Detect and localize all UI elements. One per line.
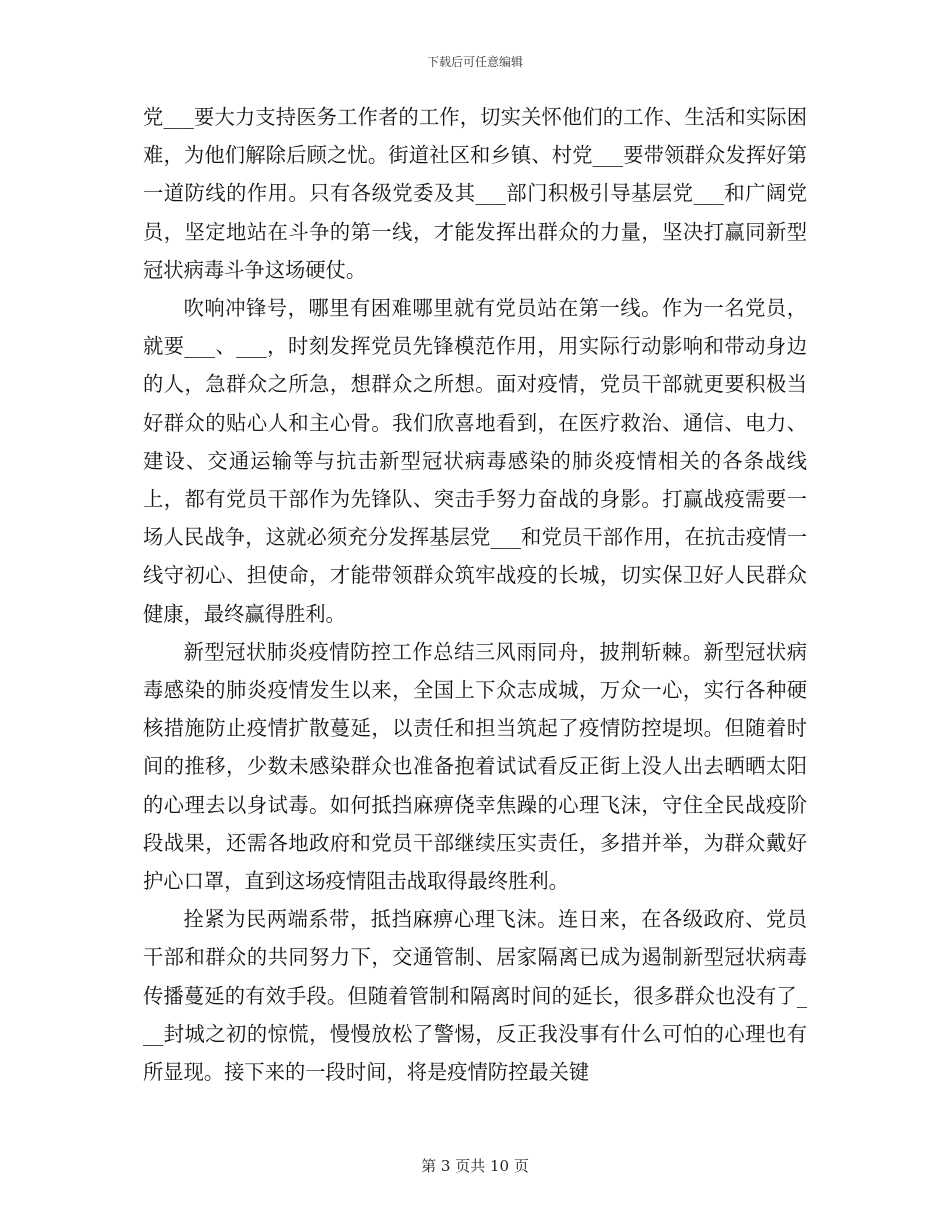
page-number: 第 3 页共 10 页 xyxy=(421,1157,529,1175)
paragraph: 吹响冲锋号，哪里有困难哪里就有党员站在第一线。作为一名党员，就要___、___，时刻发挥党员先锋模范作用，用实际行动影响和带动身边的人，急群众之所急，想群众之所想。面对疫情，党员干部就更要积极当好群众的贴心人和主心骨。我们欣喜地看到，在医疗救治、通信、电力、建设、交通运输等与抗击新型冠状病毒感染的肺炎疫情相关的各条战线上，都有党员干部作为先锋队、突击手努力奋战的身影。打赢战疫需要一场人民战争，这就必须充分发挥基层党___和党员干部作用，在抗击疫情一线守初心、担使命，才能带领群众筑牢战疫的长城，切实保卫好人民群众健康，最终赢得胜利。 xyxy=(143,296,807,626)
paragraph: 党___要大力支持医务工作者的工作，切实关怀他们的工作、生活和实际困难，为他们解除后顾之忧。街道社区和乡镇、村党___要带领群众发挥好第一道防线的作用。只有各级党委及其___部门积极引导基层党___和广阔党员，坚定地站在斗争的第一线，才能发挥出群众的力量，坚决打赢同新型冠状病毒斗争这场硬仗。 xyxy=(143,105,807,282)
page-header: 下载后可任意编辑 xyxy=(426,55,523,69)
paragraph: 拴紧为民两端系带，抵挡麻痹心理飞沫。连日来，在各级政府、党员干部和群众的共同努力下，交通管制、居家隔离已成为遏制新型冠状病毒传播蔓延的有效手段。但随着管制和隔离时间的延长，很多群众也没有了___封城之初的惊慌，慢慢放松了警惕，反正我没事有什么可怕的心理也有所显现。接下来的一段时间，将是疫情防控最关键 xyxy=(143,907,807,1085)
paragraph: 新型冠状肺炎疫情防控工作总结三风雨同舟，披荆斩棘。新型冠状病毒感染的肺炎疫情发生以来，全国上下众志成城，万众一心，实行各种硬核措施防止疫情扩散蔓延，以责任和担当筑起了疫情防控堤坝。但随着时间的推移，少数未感染群众也准备抱着试试看反正街上没人出去晒晒太阳的心理去以身试毒。如何抵挡麻痹侥幸焦躁的心理飞沫，守住全民战疫阶段战果，还需各地政府和党员干部继续压实责任，多措并举，为群众戴好护心口罩，直到这场疫情阻击战取得最终胜利。 xyxy=(143,639,807,894)
document-body xyxy=(143,98,807,1091)
